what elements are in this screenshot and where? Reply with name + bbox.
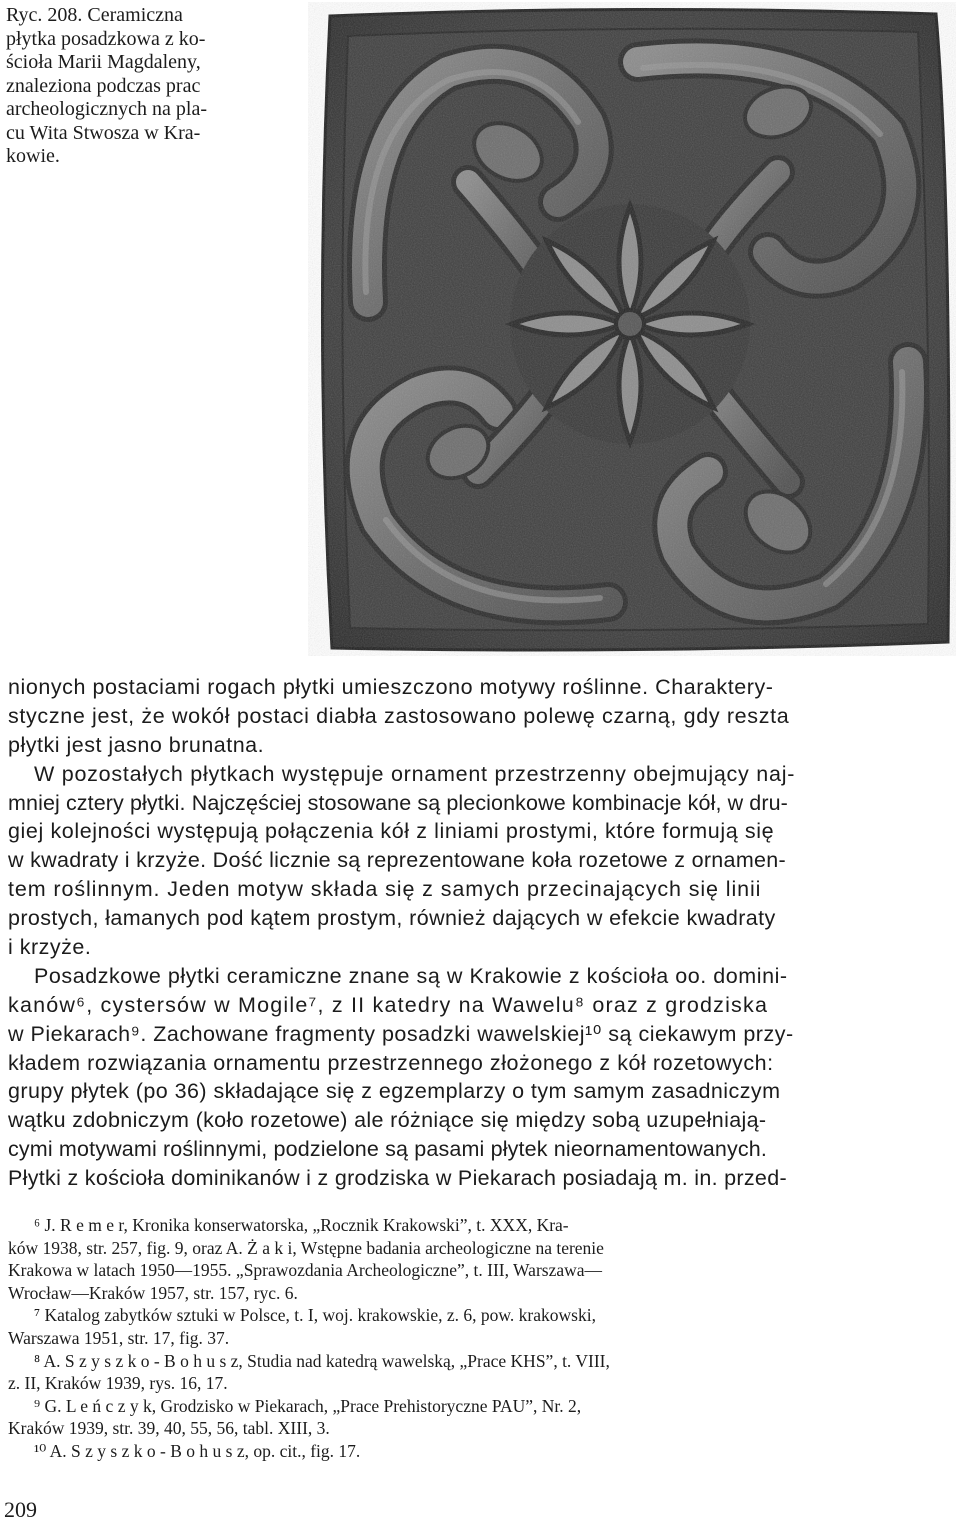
page-number: 209 [4,1497,37,1522]
body-text [8,673,948,1193]
footnote-line: ¹⁰ A. S z y s z k o - B o h u s z, op. cit., fig. 17. [34,1440,361,1461]
body-line: w Piekarach⁹. Zachowane fragmenty posadzki wawelskiej¹⁰ są ciekawym przy- [8,1021,794,1046]
footnotes [8,1214,948,1463]
body-line: płytki jest jasno brunatna. [8,732,265,757]
caption-line: cu Wita Stwosza w Kra- [6,121,201,144]
figure-caption [6,4,286,169]
body-line: cymi motywami roślinnymi, podzielone są pasami płytek nieornamentowanych. [8,1137,767,1162]
tile-relief-image [308,2,956,656]
body-line: nionych postaciami rogach płytki umieszczono motywy roślinne. Charaktery- [8,675,774,699]
caption-line: znaleziona podczas prac [6,74,201,97]
body-line: styczne jest, że wokół postaci diabła zastosowano polewę czarną, gdy reszta [8,703,790,728]
footnote-line: Krakowa w latach 1950—1955. „Sprawozdania Archeologiczne”, t. III, Warszawa— [8,1260,603,1281]
footnote-line: Kraków 1939, str. 39, 40, 55, 56, tabl. XIII, 3. [8,1418,330,1439]
body-line: Posadzkowe płytki ceramiczne znane są w Krakowie z kościoła oo. domini- [34,963,788,988]
footnote-line: ⁶ J. R e m e r, Kronika konserwatorska, „Rocznik Krakowski”, t. XXX, Kra- [34,1215,569,1235]
footnote-line: ⁷ Katalog zabytków sztuki w Polsce, t. I, woj. krakowskie, z. 6, pow. krakowski, [34,1305,596,1326]
footnote-line: Warszawa 1951, str. 17, fig. 37. [8,1327,230,1348]
caption-line: archeologicznych na pla- [6,98,208,120]
body-line: kanów⁶, cystersów w Mogile⁷, z II katedry na Wawelu⁸ oraz z grodziska [8,992,769,1017]
footnote-line: z. II, Kraków 1939, rys. 16, 17. [8,1373,228,1394]
body-line: Płytki z kościoła dominikanów i z grodziska w Piekarach posiadają m. in. przed- [8,1166,787,1191]
body-line: i krzyże. [8,935,92,960]
ceramic-tile-photo [308,2,956,656]
footnote-line: ⁹ G. L e ń c z y k, Grodzisko w Piekarach, „Prace Prehistoryczne PAU”, Nr. 2, [34,1395,582,1416]
footnote-line: Wrocław—Kraków 1957, str. 157, ryc. 6. [8,1282,298,1303]
body-line: grupy płytek (po 36) składające się z egzemplarzy o tym samym zasadniczym [8,1079,781,1104]
caption-line: Ryc. 208. Ceramiczna [6,4,183,26]
body-line: wątku zdobniczym (koło rozetowe) ale różniące się między sobą uzupełniają- [8,1108,767,1133]
footnote-line: ków 1938, str. 257, fig. 9, oraz A. Ż a k i, Wstępne badania archeologiczne na terenie [8,1237,604,1258]
body-line: W pozostałych płytkach występuje ornament przestrzenny obejmujący naj- [34,761,796,786]
caption-line: płytka posadzkowa z ko- [6,27,206,50]
body-line: mniej cztery płytki. Najczęściej stosowane są plecionkowe kombinacje kół, w dru- [8,790,788,815]
caption-line: kowie. [6,145,60,167]
caption-line: ścioła Marii Magdaleny, [6,51,201,73]
body-line: w kwadraty i krzyże. Dość licznie są reprezentowane koła rozetowe z ornamen- [8,848,786,873]
body-line: tem roślinnym. Jeden motyw składa się z samych przecinających się linii [8,877,762,902]
body-line: kładem rozwiązania ornamentu przestrzennego złożonego z kół rozetowych: [8,1050,774,1075]
body-line: giej kolejności występują połączenia kół z liniami prostymi, które formują się [8,819,775,844]
body-line: prostych, łamanych pod kątem prostym, również dających w efekcie kwadraty [8,906,776,931]
footnote-line: ⁸ A. S z y s z k o - B o h u s z, Studia nad katedrą wawelską, „Prace KHS”, t. VIII, [34,1350,610,1371]
